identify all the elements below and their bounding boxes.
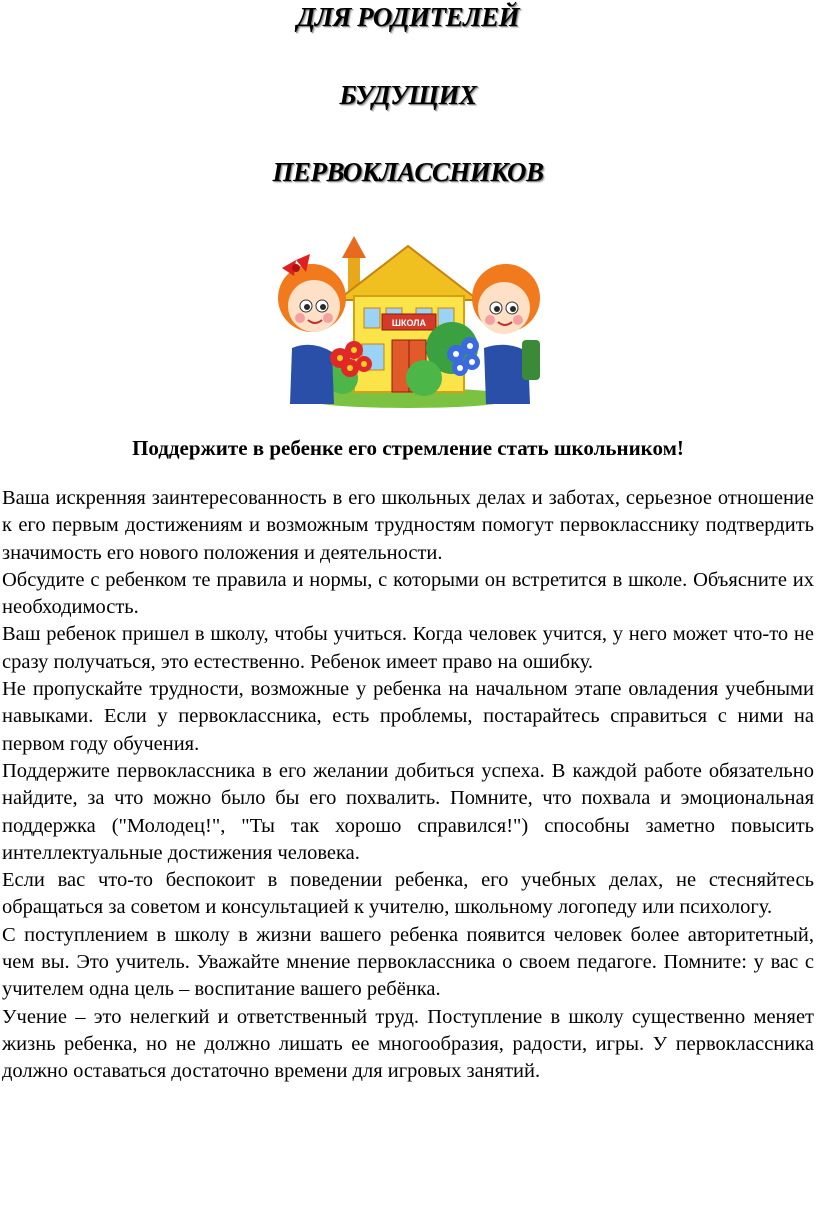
children-school-illustration bbox=[272, 228, 544, 408]
illustration-svg bbox=[272, 228, 544, 408]
subtitle: Поддержите в ребенке его стремление стать школьником! bbox=[132, 436, 684, 460]
paragraph: Не пропускайте трудности, возможные у ребенка на начальном этапе овладения учебными навыками. Если у первоклассника, есть проблемы, постарайтесь справиться с ними на первом году обучения. bbox=[2, 678, 814, 755]
title-line-3: ПЕРВОКЛАССНИКОВ bbox=[272, 157, 544, 187]
paragraph: Обсудите с ребенком те правила и нормы, с которыми он встретится в школе. Объясните их необходимость. bbox=[2, 568, 814, 619]
paragraph: Если вас что-то беспокоит в поведении ребенка, его учебных делах, не стесняйтесь обращаться за советом и консультацией к учителю, школьному логопеду или психологу. bbox=[2, 869, 814, 919]
school-sign: ШКОЛА bbox=[391, 318, 427, 328]
paragraph: Ваша искренняя заинтересованность в его школьных делах и заботах, серьезное отношение к его первым достижениям и возможным трудностям помогут первокласснику подтвердить значимость его нового положения и деятельности. bbox=[2, 487, 814, 564]
paragraph: Поддержите первоклассника в его желании добиться успеха. В каждой работе обязательно найдите, за что можно было бы его похвалить. Помните, что похвала и эмоциональная поддержка ("Молодец!", "Ты так хорошо справился!") способны заметно повысить интеллектуальные достижения человека. bbox=[2, 759, 814, 864]
title-line-1: ДЛЯ РОДИТЕЛЕЙ bbox=[296, 2, 520, 32]
title-line-2: БУДУЩИХ bbox=[339, 80, 477, 110]
bush-center bbox=[406, 360, 442, 396]
paragraph: Учение – это нелегкий и ответственный труд. Поступление в школу существенно меняет жизнь ребенка, но не должно лишать ее многообразия, радости, игры. У первоклассника должно оставаться достаточно времени для игровых занятий. bbox=[2, 1005, 814, 1083]
paragraph: С поступлением в школу в жизни вашего ребенка появится человек более авторитетный, чем вы. Это учитель. Уважайте мнение первоклассника о своем педагоге. Помните: у вас с учителем одна цель – воспитание вашего ребёнка. bbox=[2, 923, 814, 1001]
body-text bbox=[2, 485, 814, 1086]
paragraph: Ваш ребенок пришел в школу, чтобы учиться. Когда человек учится, у него может что-то не сразу получаться, это естественно. Ребенок имеет право на ошибку. bbox=[2, 623, 814, 673]
